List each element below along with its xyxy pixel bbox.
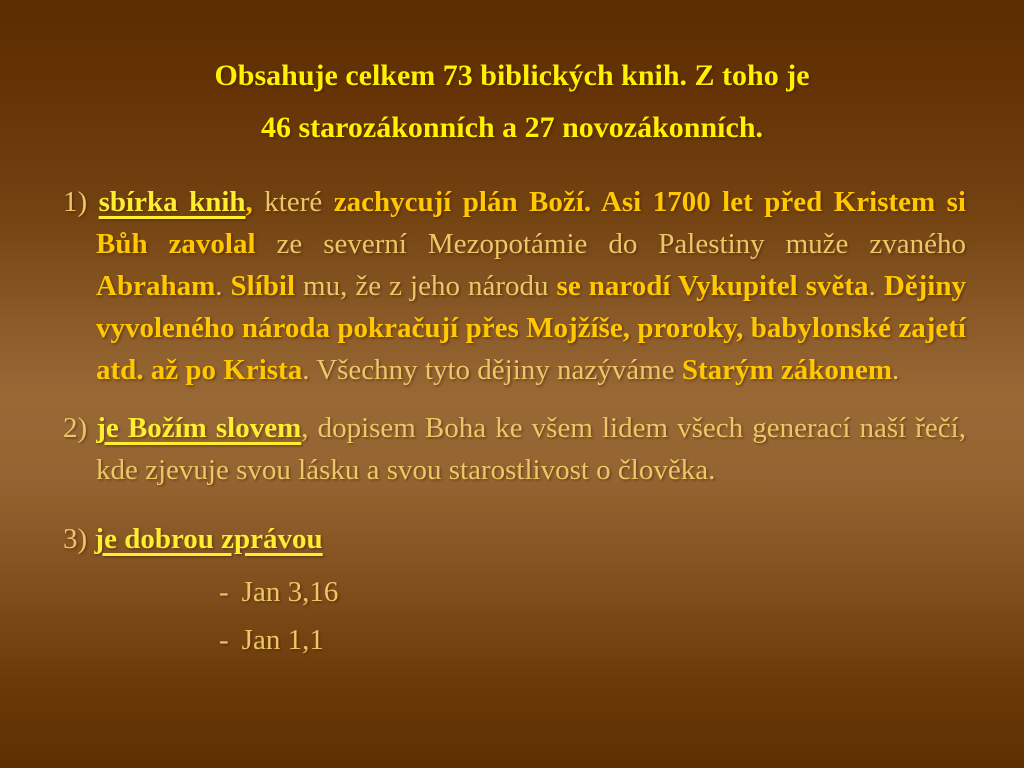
text-segment-bold: , (245, 186, 265, 218)
paragraph-3 (63, 518, 966, 560)
text-segment-regular: 3) (63, 523, 95, 555)
text-segment-bold: Abraham (96, 270, 216, 302)
text-segment-regular: , dopisem Boha ke všem lidem všech generací naší řečí, kde zjevuje svou lásku a svou starostlivost o člověka. (96, 412, 966, 486)
text-segment-bold: zachycují plán Boží. Asi 1700 let před Kristem si Bůh zavolal (96, 186, 966, 260)
text-segment-regular: . (868, 270, 884, 302)
dash-bullet: - (219, 576, 229, 608)
text-segment-bold: Dějiny vyvoleného národa pokračují přes Mojžíše, proroky, babylonské zajetí atd. až po Krista (96, 270, 966, 386)
text-segment-regular: . (892, 354, 900, 386)
text-segment-regular: mu, že z jeho národu (303, 270, 557, 302)
text-segment-regular: ze severní Mezopotámie do Palestiny muže zvaného (276, 228, 966, 260)
text-segment-boldu: je Božím slovem (96, 412, 302, 444)
text-segment-boldu: sbírka knih (98, 186, 246, 218)
title-line-1: Obsahuje celkem 73 biblických knih. Z toho je (214, 59, 810, 92)
text-segment-regular: . Všechny tyto dějiny nazýváme (302, 354, 682, 386)
list-item-label: Jan 1,1 (241, 624, 324, 656)
dash-bullet: - (219, 624, 229, 656)
list-item-label: Jan 3,16 (241, 576, 339, 608)
paragraph-2 (63, 407, 966, 491)
text-segment-boldu: je dobrou zprávou (94, 523, 323, 555)
title-line-2: 46 starozákonních a 27 novozákonních. (260, 111, 764, 144)
text-segment-regular: . (215, 270, 231, 302)
list-item-jan-1-1 (219, 616, 966, 664)
text-segment-regular: 2) (63, 412, 97, 444)
text-segment-regular: 1) (63, 186, 99, 218)
text-segment-bold: Starým zákonem (681, 354, 893, 386)
text-segment-regular: které (264, 186, 334, 218)
slide-body (63, 181, 966, 664)
list-item-jan-3-16 (219, 568, 966, 616)
text-segment-bold: se narodí Vykupitel světa (556, 270, 869, 302)
text-segment-bold: Slíbil (230, 270, 304, 302)
slide-title (0, 0, 1024, 154)
paragraph-1 (63, 181, 966, 391)
